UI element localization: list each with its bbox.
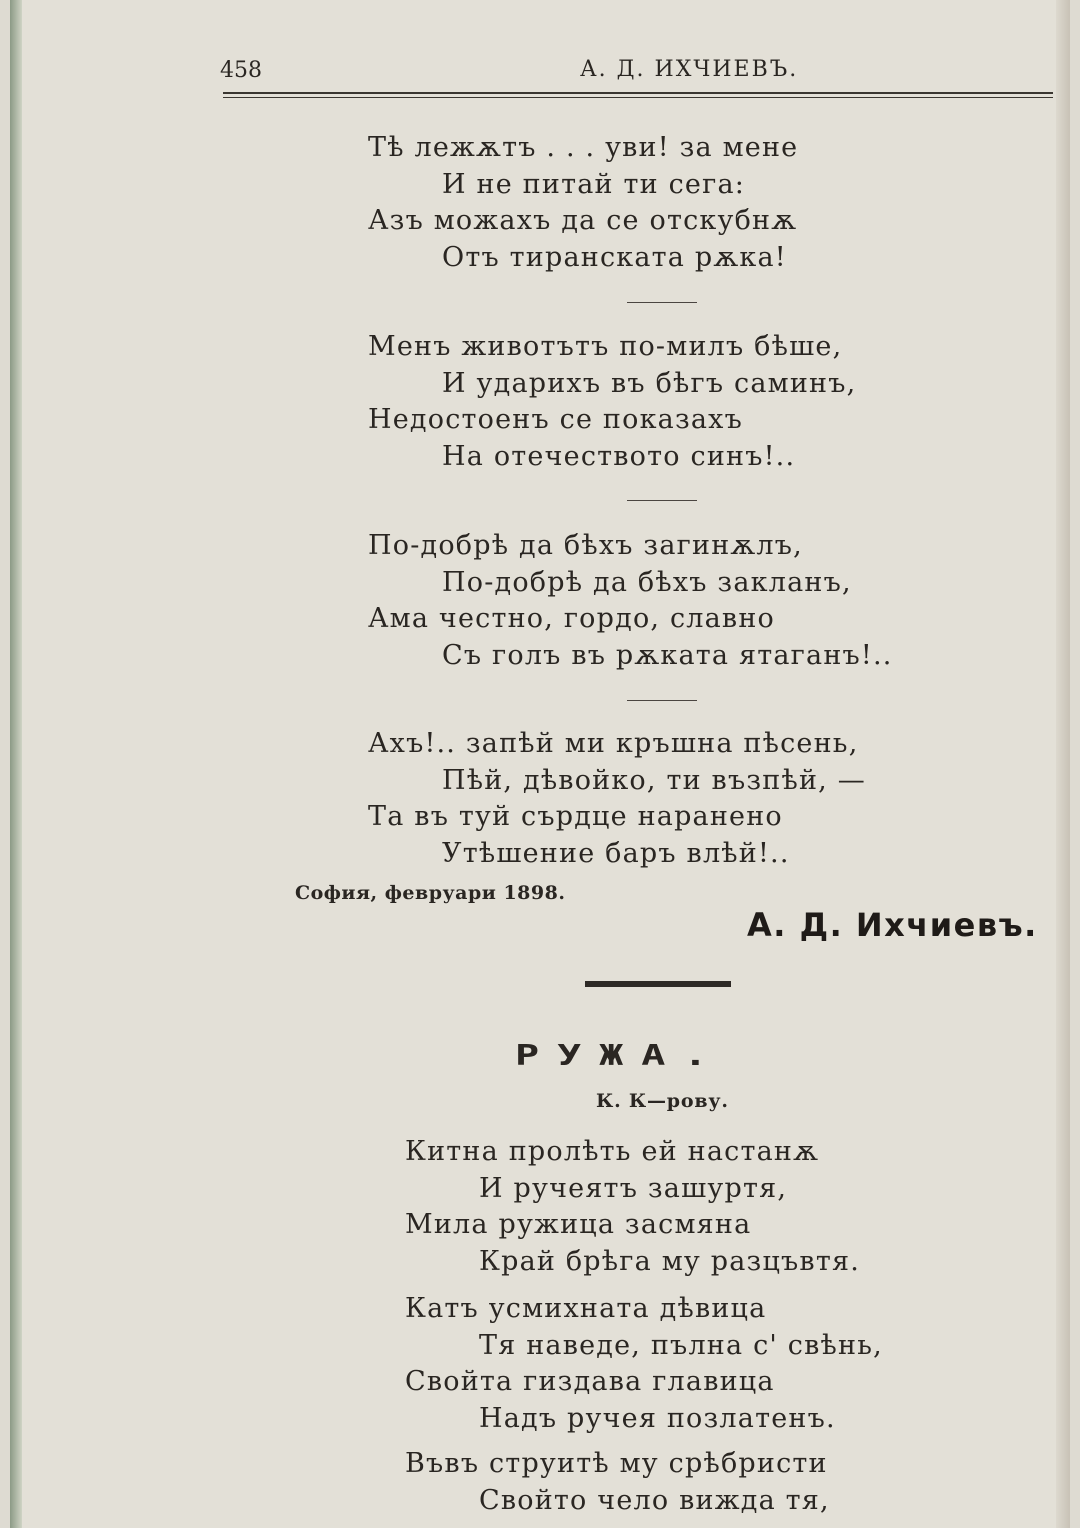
poem2-stanza-1 (405, 1134, 860, 1280)
verse-line: Ахъ!.. запѣй ми кръшна пѣсень, (368, 728, 859, 759)
verse-line: По-добрѣ да бѣхъ закланъ, (442, 566, 852, 598)
page-number: 458 (220, 58, 262, 83)
poem1-stanza-4 (368, 726, 866, 872)
page-right-edge (1056, 0, 1070, 1528)
verse-line: Та въ туй сърдце наранено (368, 801, 783, 832)
verse-line: Въвъ струитѣ му срѣбристи (405, 1448, 828, 1479)
stanza-separator (627, 302, 697, 303)
section-divider (585, 981, 731, 987)
verse-line: И не питай ти сега: (442, 168, 746, 200)
verse-line: Тя наведе, пълна с' свѣнь, (479, 1329, 883, 1361)
verse-line: Азъ можахъ да се отскубнѫ (368, 205, 798, 236)
verse-line: Отъ тиранската рѫка! (442, 241, 787, 273)
author-signature: А. Д. Ихчиевъ. (747, 906, 1038, 944)
page-spine-edge (10, 0, 22, 1528)
poem-title: РУЖА. (515, 1040, 726, 1073)
dedication: К. К—рову. (596, 1090, 729, 1112)
running-title: А. Д. ИХЧИЕВЪ. (580, 57, 799, 82)
verse-line: Тѣ лежѫтъ . . . уви! за мене (368, 132, 799, 163)
verse-line: Съ голъ въ рѫката ятаганъ!.. (442, 639, 893, 671)
verse-line: Менъ животътъ по-милъ бѣше, (368, 331, 843, 362)
poem1-stanza-2 (368, 329, 856, 475)
verse-line: Недостоенъ се показахъ (368, 404, 743, 435)
stanza-separator (627, 700, 697, 701)
stanza-separator (627, 500, 697, 501)
poem1-stanza-1 (368, 130, 798, 276)
verse-line: Надъ ручея позлатенъ. (479, 1402, 836, 1434)
verse-line: Пѣй, дѣвойко, ти възпѣй, — (442, 764, 866, 796)
verse-line: Катъ усмихната дѣвица (405, 1293, 767, 1324)
poem2-stanza-2 (405, 1291, 883, 1437)
verse-line: Свойта гиздава главица (405, 1366, 775, 1397)
verse-line: Край брѣга му разцъвтя. (479, 1245, 860, 1277)
verse-line: Свойто чело вижда тя, (479, 1484, 830, 1516)
poem2-stanza-3 (405, 1446, 830, 1519)
verse-line: И ручеятъ зашуртя, (479, 1172, 788, 1204)
verse-line: По-добрѣ да бѣхъ загинѫлъ, (368, 530, 803, 561)
verse-line: Мила ружица засмяна (405, 1209, 752, 1240)
verse-line: На отечеството синъ!.. (442, 440, 796, 472)
verse-line: Утѣшение баръ влѣй!.. (442, 837, 790, 869)
book-page (10, 0, 1070, 1528)
verse-line: И ударихъ въ бѣгъ саминъ, (442, 367, 857, 399)
verse-line: Китна пролѣть ей настанѫ (405, 1136, 820, 1167)
header-rule-thin (223, 97, 1053, 98)
place-date: София, февруари 1898. (295, 882, 566, 904)
header-rule-thick (223, 92, 1053, 94)
poem1-stanza-3 (368, 528, 893, 674)
verse-line: Ама честно, гордо, славно (368, 603, 775, 634)
